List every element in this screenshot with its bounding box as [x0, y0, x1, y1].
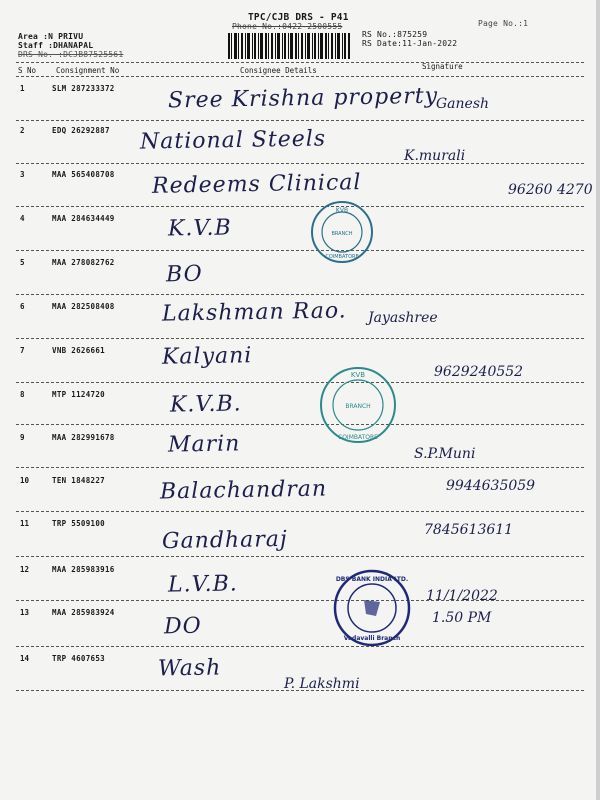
row-sno: 4 [20, 214, 25, 223]
row-consignee-handwritten: Wash [157, 655, 222, 682]
row-signature: 9629240552 [434, 364, 524, 380]
row-consignment-no: MAA 278082762 [52, 258, 115, 267]
row-signature: S.P.Muni [414, 446, 476, 462]
document-title: TPC/CJB DRS - P41 [248, 12, 349, 23]
row-sno: 10 [20, 476, 30, 485]
row-divider [16, 338, 584, 339]
divider [16, 62, 584, 63]
row-sno: 12 [20, 565, 30, 574]
row-divider [16, 600, 584, 601]
row-signature: 1.50 PM [432, 610, 492, 626]
row-sno: 2 [20, 126, 25, 135]
row-sno: 8 [20, 390, 25, 399]
row-sno: 1 [20, 84, 25, 93]
row-divider [16, 163, 584, 164]
row-sno: 6 [20, 302, 25, 311]
row-divider [16, 467, 584, 468]
divider [16, 76, 584, 77]
row-signature: 9944635059 [446, 478, 536, 494]
stamp-1-left: COIMBATORE [325, 254, 359, 260]
row-sno: 14 [20, 654, 30, 663]
kvb-stamp-2 [316, 365, 400, 445]
row-consignee-handwritten: BO [165, 261, 203, 288]
row-consignee-handwritten: Sree Krishna property [167, 83, 439, 114]
row-divider [16, 646, 584, 647]
area-label: Area :N PRIVU [18, 32, 84, 41]
row-consignment-no: MTP 1124720 [52, 390, 105, 399]
row-divider [16, 120, 584, 121]
col-signature: Signature [422, 62, 463, 71]
col-consignee: Consignee Details [240, 66, 317, 75]
stamp-2-left: COIMBATORE [338, 434, 378, 441]
drs-number: DRS No. :DCJB87525561 [18, 50, 124, 59]
row-signature: K.murali [404, 148, 466, 164]
stamp-1-top: KVB [335, 207, 349, 214]
row-consignee-handwritten: K.V.B [167, 215, 232, 242]
staff-label: Staff :DHANAPAL [18, 41, 94, 50]
row-divider [16, 424, 584, 425]
row-consignee-handwritten: Redeems Clinical [151, 170, 362, 199]
dbs-stamp [332, 568, 412, 648]
row-sno: 3 [20, 170, 25, 179]
row-divider [16, 250, 584, 251]
row-consignee-handwritten: Kalyani [161, 343, 253, 370]
row-sno: 13 [20, 608, 30, 617]
row-consignee-handwritten: National Steels [139, 126, 327, 155]
rs-date: RS Date:11-Jan-2022 [362, 39, 458, 48]
row-consignment-no: TRP 5509100 [52, 519, 105, 528]
row-sno: 7 [20, 346, 25, 355]
col-consignment: Consignment No [56, 66, 120, 75]
row-signature: Jayashree [368, 310, 438, 326]
page-number: Page No.:1 [478, 19, 529, 28]
barcode-graphic [228, 33, 350, 59]
row-consignee-handwritten: Gandharaj [161, 526, 288, 555]
row-divider [16, 511, 584, 512]
row-sno: 11 [20, 519, 30, 528]
row-signature: P. Lakshmi [284, 676, 360, 692]
row-consignment-no: SLM 287233372 [52, 84, 115, 93]
col-sno: S No [18, 66, 37, 75]
row-consignment-no: MAA 565408708 [52, 170, 115, 179]
row-consignment-no: TEN 1848227 [52, 476, 105, 485]
row-divider [16, 382, 584, 383]
row-sno: 5 [20, 258, 25, 267]
scan-edge [596, 0, 600, 800]
dbs-stamp-top: DBS BANK INDIA LTD. [335, 576, 409, 583]
row-consignee-handwritten: Lakshman Rao. [161, 298, 347, 327]
row-consignee-handwritten: Marin [167, 431, 241, 458]
row-sno: 9 [20, 433, 25, 442]
row-consignee-handwritten: L.V.B. [167, 571, 239, 598]
row-consignment-no: TRP 4607653 [52, 654, 105, 663]
dbs-stamp-bottom: Vadavalli Branch [343, 635, 401, 642]
row-consignment-no: MAA 284634449 [52, 214, 115, 223]
row-consignee-handwritten: DO [163, 613, 202, 640]
stamp-1-right: BRANCH [331, 231, 353, 237]
row-divider [16, 206, 584, 207]
row-divider [16, 294, 584, 295]
row-signature: 96260 4270 [508, 182, 593, 198]
row-signature: Ganesh [436, 96, 490, 112]
row-consignment-no: VNB 2626661 [52, 346, 105, 355]
row-consignment-no: EDQ 26292887 [52, 126, 110, 135]
row-signature: 7845613611 [424, 522, 514, 538]
row-consignee-handwritten: K.V.B. [169, 391, 242, 418]
row-divider [16, 690, 584, 691]
row-signature: 11/1/2022 [426, 588, 498, 604]
phone-number: Phone No.:0422-2500555 [232, 22, 343, 31]
stamp-2-right: BRANCH [345, 403, 371, 410]
row-consignment-no: MAA 282508408 [52, 302, 115, 311]
row-consignment-no: MAA 282991678 [52, 433, 115, 442]
row-consignee-handwritten: Balachandran [159, 476, 328, 505]
row-divider [16, 556, 584, 557]
rs-number: RS No.:875259 [362, 30, 428, 39]
stamp-2-top: KVB [350, 371, 366, 379]
row-consignment-no: MAA 285983924 [52, 608, 115, 617]
kvb-stamp-1 [310, 200, 374, 264]
row-consignment-no: MAA 285983916 [52, 565, 115, 574]
